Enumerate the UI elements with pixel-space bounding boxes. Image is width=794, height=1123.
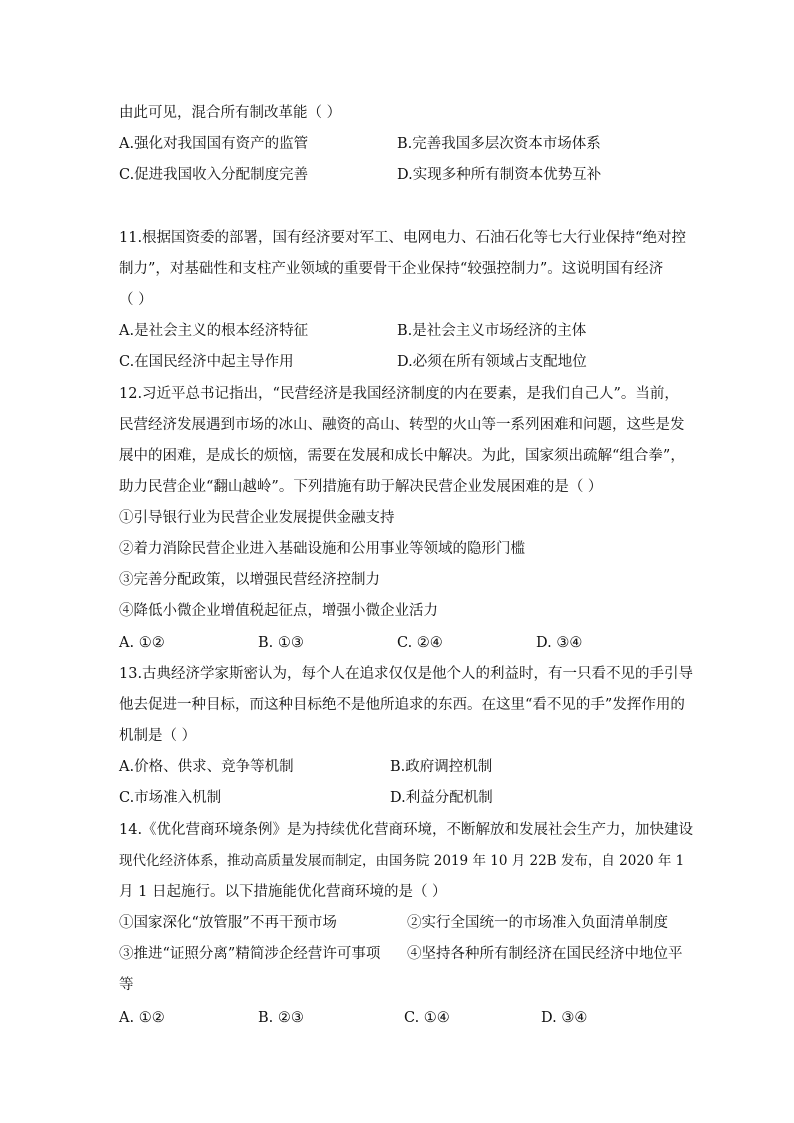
q14-stem-line-1: 14.《优化营商环境条例》是为持续优化营商环境，不断解放和发展社会生产力，加快建设 bbox=[119, 822, 694, 838]
q14-statement-2: ②实行全国统一的市场准入负面清单制度 bbox=[407, 915, 668, 931]
q14-stem-line-2: 现代化经济体系，推动高质量发展而制定，由国务院 2019 年 10 月 22B 发布，自 2020 年 1 bbox=[119, 853, 685, 869]
q11-stem-line-1: 11.根据国资委的部署，国有经济要对军工、电网电力、石油石化等七大行业保持“绝对控 bbox=[119, 230, 686, 246]
q10-option-a[interactable]: A.强化对我国国有资产的监管 bbox=[119, 136, 309, 152]
q14-statement-1: ①国家深化“放管服”不再干预市场 bbox=[119, 915, 337, 931]
q14-statement-4-wrap: 等 bbox=[119, 977, 134, 993]
q11-option-a[interactable]: A.是社会主义的根本经济特征 bbox=[119, 323, 309, 339]
q11-stem-line-2: 制力”，对基础性和支柱产业领域的重要骨干企业保持“较强控制力”。这说明国有经济 bbox=[119, 261, 664, 277]
q12-option-d[interactable]: D. ③④ bbox=[536, 635, 583, 651]
q13-stem-line-2: 他去促进一种目标，而这种目标绝不是他所追求的东西。在这里“看不见的手”发挥作用的 bbox=[119, 697, 685, 713]
q13-option-a[interactable]: A.价格、供求、竞争等机制 bbox=[119, 759, 294, 775]
q10-option-d[interactable]: D.实现多种所有制资本优势互补 bbox=[397, 167, 602, 183]
q11-option-c[interactable]: C.在国民经济中起主导作用 bbox=[119, 354, 294, 370]
q13-stem-line-1: 13.古典经济学家斯密认为，每个人在追求仅仅是他个人的利益时，有一只看不见的手引导 bbox=[119, 666, 694, 682]
q12-stem-line-3: 展中的困难，是成长的烦恼，需要在发展和成长中解决。为此，国家须出疏解“组合拳”， bbox=[119, 448, 685, 464]
q13-option-c[interactable]: C.市场准入机制 bbox=[119, 790, 222, 806]
q12-stem-line-4: 助力民营企业“翻山越岭”。下列措施有助于解决民营企业发展困难的是（ ） bbox=[119, 479, 603, 495]
q14-statement-3: ③推进“证照分离”精简涉企经营许可事项 bbox=[119, 946, 381, 962]
q14-option-c[interactable]: C. ①④ bbox=[404, 1010, 450, 1026]
q12-option-c[interactable]: C. ②④ bbox=[397, 635, 443, 651]
q12-statement-2: ②着力消除民营企业进入基础设施和公用事业等领域的隐形门槛 bbox=[119, 541, 525, 557]
q12-option-b[interactable]: B. ①③ bbox=[258, 635, 304, 651]
q11-stem-line-3: （ ） bbox=[119, 292, 153, 308]
q12-statement-1: ①引导银行业为民营企业发展提供金融支持 bbox=[119, 510, 395, 526]
q14-option-b[interactable]: B. ②③ bbox=[258, 1010, 304, 1026]
q13-option-d[interactable]: D.利益分配机制 bbox=[390, 790, 493, 806]
q10-stem: 由此可见，混合所有制改革能（ ） bbox=[119, 105, 342, 121]
q14-stem-line-3: 月 1 日起施行。以下措施能优化营商环境的是（ ） bbox=[119, 884, 447, 900]
q12-statement-3: ③完善分配政策，以增强民营经济控制力 bbox=[119, 572, 380, 588]
q13-stem-line-3: 机制是（ ） bbox=[119, 728, 197, 744]
q12-option-a[interactable]: A. ①② bbox=[119, 635, 165, 651]
q12-stem-line-1: 12.习近平总书记指出，“民营经济是我国经济制度的内在要素，是我们自己人”。当前， bbox=[119, 386, 679, 402]
q12-stem-line-2: 民营经济发展遇到市场的冰山、融资的高山、转型的火山等一系列困难和问题，这些是发 bbox=[119, 417, 685, 433]
q11-option-d[interactable]: D.必须在所有领域占支配地位 bbox=[397, 354, 587, 370]
q10-option-c[interactable]: C.促进我国收入分配制度完善 bbox=[119, 167, 309, 183]
q14-statement-4: ④坚持各种所有制经济在国民经济中地位平 bbox=[407, 946, 683, 962]
q11-option-b[interactable]: B.是社会主义市场经济的主体 bbox=[397, 323, 587, 339]
q12-statement-4: ④降低小微企业增值税起征点，增强小微企业活力 bbox=[119, 603, 438, 619]
q10-option-b[interactable]: B.完善我国多层次资本市场体系 bbox=[397, 136, 601, 152]
q13-option-b[interactable]: B.政府调控机制 bbox=[390, 759, 493, 775]
q14-option-d[interactable]: D. ③④ bbox=[541, 1010, 588, 1026]
q14-option-a[interactable]: A. ①② bbox=[119, 1010, 165, 1026]
